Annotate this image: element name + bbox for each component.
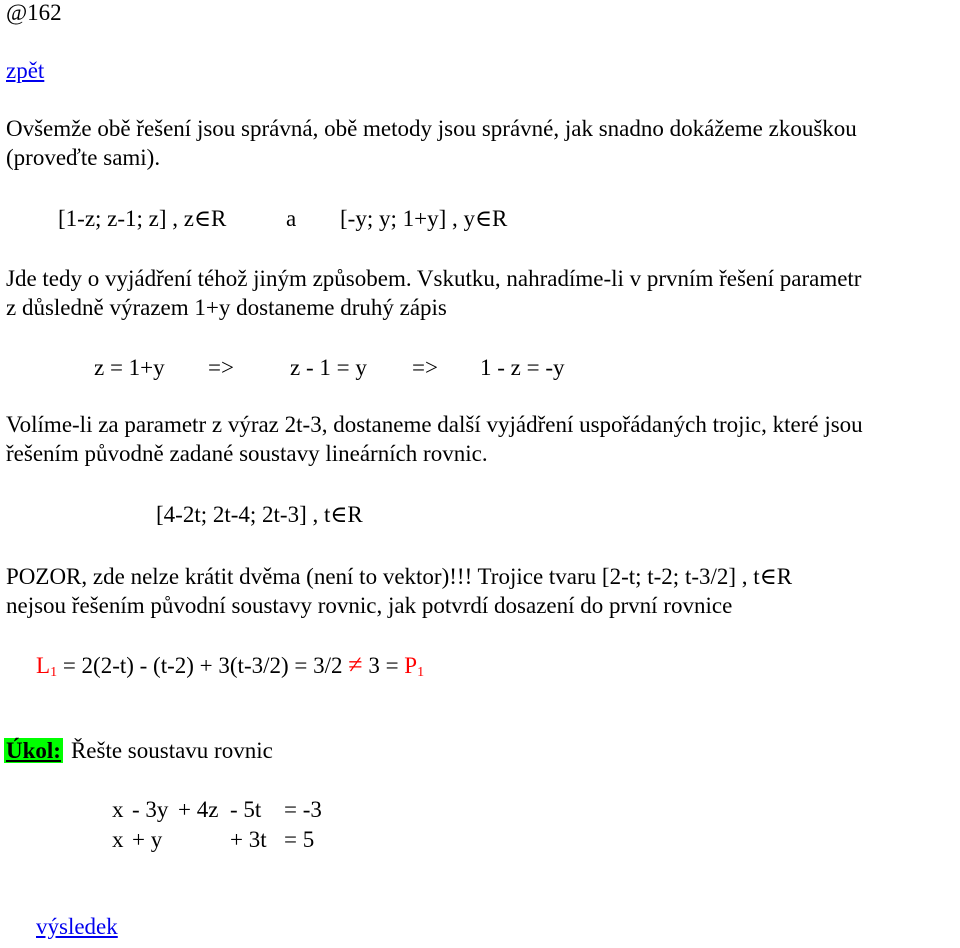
term: + 4z (178, 797, 219, 822)
page-id: @162 (6, 0, 62, 25)
equation-2-part-b: z - 1 = y (290, 355, 367, 380)
warning-line-2: nejsou řešením původní soustavy rovnic, jak potvrdí dosazení do první rovnice (6, 593, 733, 618)
task-label: Úkol: (6, 738, 61, 763)
element-of-symbol: ∈ (330, 502, 348, 527)
term: = 5 (284, 827, 315, 852)
verification-equation: $L_1 = 2(2-t) - (t-2) + 3(t-3/2) = 3/2 \ne 3 = P_1$ (36, 650, 425, 680)
task-text: Řešte soustavu rovnic (70, 738, 273, 763)
equation-2-part-c: 1 - z = -y (480, 355, 565, 380)
term: - 3y (132, 797, 169, 822)
system-row (112, 797, 432, 823)
paragraph-3-line-1: Volíme-li za parametr z výraz 2t-3, dostaneme další vyjádření uspořádaných trojic, které jsou (6, 412, 863, 437)
paragraph-1-line-2: (proveďte sami). (6, 145, 161, 170)
paragraph-3-line-2: řešením původně zadané soustavy lineárních rovnic. (6, 441, 488, 466)
term: + y (132, 827, 163, 852)
paragraph-2-line-2: z důsledně výrazem 1+y dostaneme druhý zápis (6, 295, 447, 320)
term: + 3t (230, 827, 267, 852)
term: x (112, 797, 124, 822)
term: - 5t (230, 797, 262, 822)
equation-system (112, 797, 432, 857)
warning-line-1: POZOR, zde nelze krátit dvěma (není to vektor)!!! Trojice tvaru [2-t; t-2; t-3/2] , t∈R (6, 564, 793, 589)
paragraph-2-line-1: Jde tedy o vyjádření téhož jiným způsobem. Vskutku, nahradíme-li v prvním řešení parametr (6, 266, 862, 291)
element-of-symbol: ∈ (194, 206, 212, 231)
term: x (112, 827, 124, 852)
implies-arrow: => (208, 355, 234, 380)
rhs-label: P (404, 653, 418, 678)
result-link[interactable]: výsledek (36, 914, 118, 939)
result-link-row (36, 914, 118, 940)
back-link-row (6, 58, 44, 84)
lhs-subscript: 1 (50, 665, 58, 680)
system-row (112, 827, 432, 853)
equation-1-part-a: [1-z; z-1; z] , z∈R (58, 206, 227, 231)
lhs-label: L (36, 653, 51, 678)
equation-3: [4-2t; 2t-4; 2t-3] , t∈R (156, 502, 363, 527)
equation-1 (58, 206, 938, 232)
not-equal-symbol: ≠ (348, 650, 363, 679)
equation-1-connector: a (286, 206, 297, 231)
element-of-symbol: ∈ (474, 206, 493, 231)
paragraph-1-line-1: Ovšemže obě řešení jsou správná, obě metody jsou správné, jak snadno dokážeme zkouškou (6, 116, 857, 141)
equation-2 (94, 355, 794, 381)
element-of-symbol: ∈ (759, 564, 777, 589)
implies-arrow: => (412, 355, 438, 380)
term: = -3 (284, 797, 322, 822)
equation-1-part-b: [-y; y; 1+y] , y∈R (340, 206, 508, 231)
back-link[interactable]: zpět (6, 58, 45, 83)
rhs-subscript: 1 (417, 665, 425, 680)
equation-2-part-a: z = 1+y (94, 355, 165, 380)
task-line (4, 738, 273, 764)
